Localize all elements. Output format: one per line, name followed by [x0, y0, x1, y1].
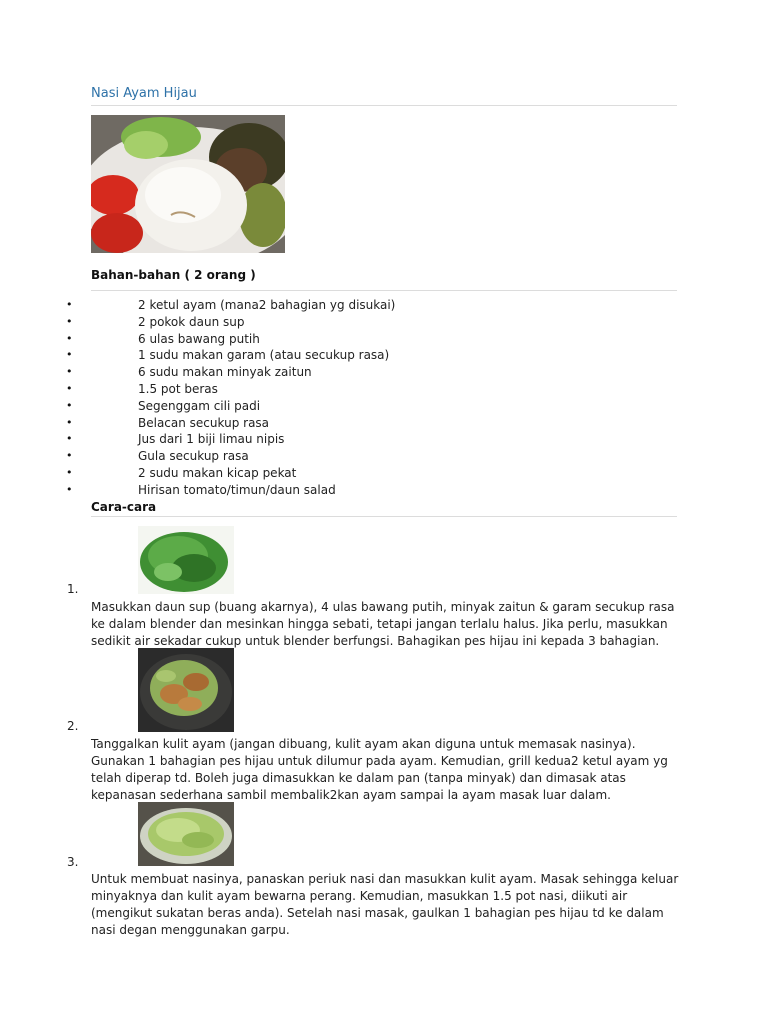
- ingredient-text: Jus dari 1 biji limau nipis: [138, 432, 285, 447]
- ingredient-text: Segenggam cili padi: [138, 398, 261, 413]
- bullet: •: [66, 365, 73, 379]
- method-divider: [91, 516, 677, 517]
- step-1-photo: [138, 526, 234, 594]
- step-number: 2.: [67, 719, 79, 733]
- title-divider: [91, 105, 677, 106]
- ingredient-text: 2 pokok daun sup: [138, 314, 245, 329]
- bullet: •: [66, 398, 73, 412]
- ingredient-text: Belacan secukup rasa: [138, 415, 270, 430]
- bullet: •: [66, 381, 73, 395]
- bullet: •: [66, 298, 73, 311]
- ingredient-text: Hirisan tomato/timun/daun salad: [138, 482, 336, 497]
- ingredient-text: 6 sudu makan minyak zaitun: [138, 365, 312, 380]
- step-2-photo: [138, 648, 234, 732]
- step-text: Tanggalkan kulit ayam (jangan dibuang, kulit ayam akan diguna untuk memasak nasinya). Gunakan 1 bahagian pes hijau untuk dilumur pada ayam. Kemudian, grill kedua2 ketul ayam yg telah diperap td. Boleh juga dimasukkan ke dalam pan (tanpa minyak) dan dimasak atas kepanasan sederhana sambil membalik2kan ayam sampai la ayam masak luar dalam.: [91, 737, 668, 802]
- bullet: •: [66, 314, 73, 328]
- recipe-title: Nasi Ayam Hijau: [91, 86, 197, 101]
- step-3-photo: [138, 802, 234, 866]
- step-number: 1.: [67, 582, 79, 596]
- ingredient-text: 6 ulas bawang putih: [138, 331, 260, 346]
- bullet: •: [66, 415, 73, 429]
- bullet: •: [66, 482, 73, 496]
- step-number: 3.: [67, 855, 79, 869]
- bullet: •: [66, 465, 73, 479]
- bullet: •: [66, 449, 73, 463]
- ingredient-text: 1 sudu makan garam (atau secukup rasa): [138, 348, 390, 363]
- method-heading: Cara-cara: [91, 500, 157, 514]
- ingredients-divider: [91, 290, 677, 291]
- step-text: Masukkan daun sup (buang akarnya), 4 ulas bawang putih, minyak zaitun & garam secukup rasa ke dalam blender dan mesinkan hingga sebati, tetapi jangan terlalu halus. Jika perlu, masukkan sedikit air sekadar cukup untuk blender berfungsi. Bahagikan pes hijau ini kepada 3 bahagian.: [91, 600, 675, 648]
- ingredients-heading: Bahan-bahan ( 2 orang ): [91, 268, 256, 282]
- ingredient-text: 2 sudu makan kicap pekat: [138, 465, 297, 480]
- dish-photo: [91, 115, 285, 253]
- bullet: •: [66, 331, 73, 345]
- ingredient-text: Gula secukup rasa: [138, 449, 249, 464]
- ingredient-text: 1.5 pot beras: [138, 381, 218, 396]
- bullet: •: [66, 432, 73, 446]
- bullet: •: [66, 348, 73, 362]
- ingredient-text: 2 ketul ayam (mana2 bahagian yg disukai): [138, 298, 396, 312]
- step-text: Untuk membuat nasinya, panaskan periuk nasi dan masukkan kulit ayam. Masak sehingga keluar minyaknya dan kulit ayam bewarna perang. Kemudian, masukkan 1.5 pot nasi, diikuti air (mengikut sukatan beras anda). Setelah nasi masak, gaulkan 1 bahagian pes hijau td ke dalam nasi degan menggunakan garpu.: [91, 872, 679, 937]
